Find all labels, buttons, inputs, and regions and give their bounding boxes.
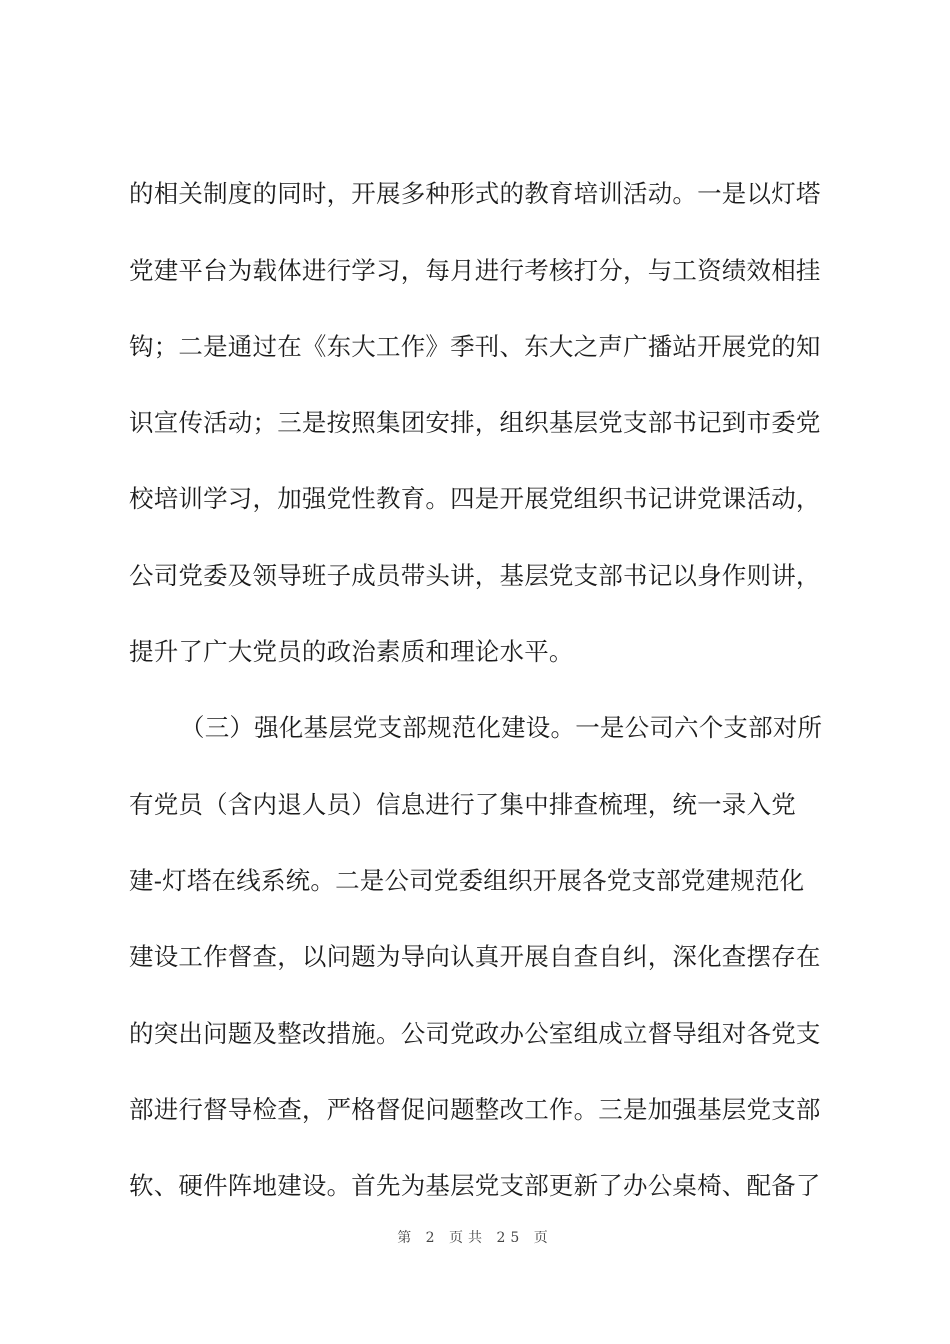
- body-text-line: 的相关制度的同时，开展多种形式的教育培训活动。一是以灯塔: [129, 179, 821, 208]
- section-heading-line: （三）强化基层党支部规范化建设。一是公司六个支部对所: [180, 713, 823, 742]
- body-text-line: 钩；二是通过在《东大工作》季刊、东大之声广播站开展党的知: [129, 332, 821, 361]
- body-text-line: 有党员（含内退人员）信息进行了集中排查梳理，统一录入党: [129, 790, 796, 819]
- body-text-line: 校培训学习，加强党性教育。四是开展党组织书记讲党课活动，: [129, 484, 821, 513]
- body-text-line: 的突出问题及整改措施。公司党政办公室组成立督导组对各党支: [129, 1019, 821, 1048]
- body-text-line: 党建平台为载体进行学习，每月进行考核打分，与工资绩效相挂: [129, 256, 821, 285]
- body-text-line: 建-灯塔在线系统。二是公司党委组织开展各党支部党建规范化: [129, 866, 805, 895]
- body-text-line: 识宣传活动；三是按照集团安排，组织基层党支部书记到市委党: [129, 408, 821, 437]
- body-text-line: 软、硬件阵地建设。首先为基层党支部更新了办公桌椅、配备了: [129, 1171, 821, 1200]
- body-text-line: 公司党委及领导班子成员带头讲，基层党支部书记以身作则讲，: [129, 561, 821, 590]
- body-text-line: 部进行督导检查，严格督促问题整改工作。三是加强基层党支部: [129, 1095, 821, 1124]
- body-text-line: 建设工作督查，以问题为导向认真开展自查自纠，深化查摆存在: [129, 942, 821, 971]
- body-text-line: 提升了广大党员的政治素质和理论水平。: [129, 637, 574, 666]
- page-number-footer: 第 2 页共 25 页: [397, 1230, 553, 1246]
